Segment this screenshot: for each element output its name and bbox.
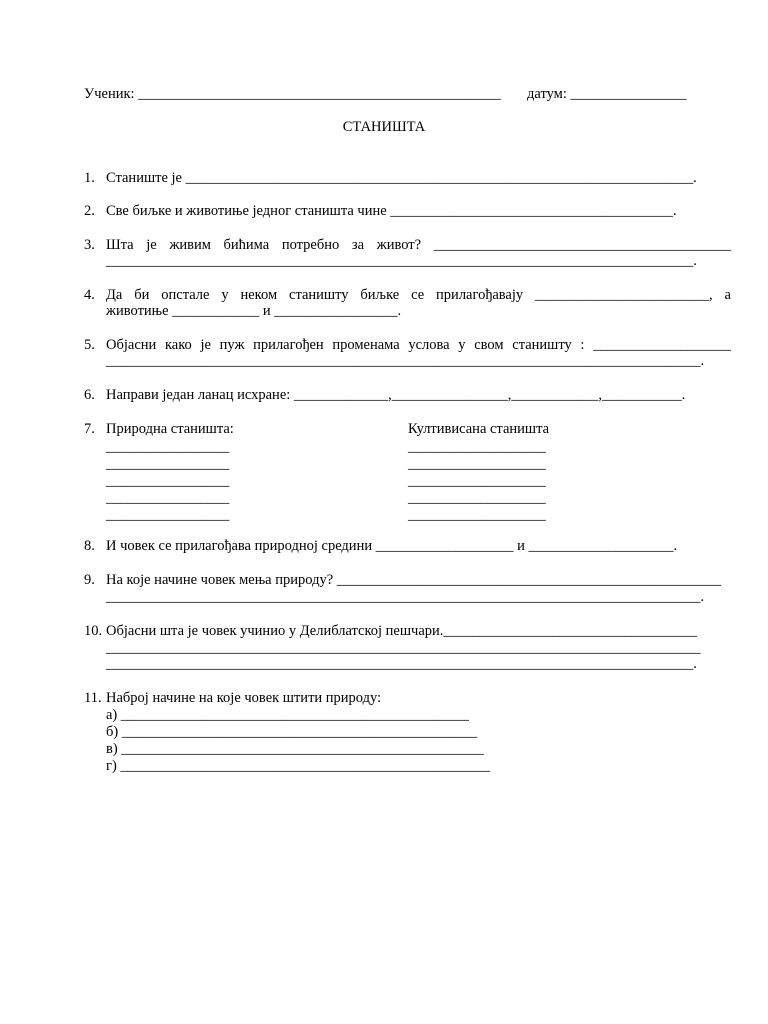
word: а (724, 287, 731, 303)
word: пуж (219, 337, 245, 353)
cultivated-habitats-label: Култивисана станишта (408, 421, 550, 437)
student-label: Ученик: (84, 86, 139, 102)
word: бићима (223, 237, 270, 253)
page-title: СТАНИШТА (342, 119, 426, 135)
word: прилагођавају (436, 287, 524, 303)
question-number: 6. (84, 387, 95, 403)
question-10-answer-line[interactable]: __________________________________________________________________________________ (106, 640, 701, 656)
word: се (411, 287, 425, 303)
cultivated-habitat-blank[interactable]: ___________________ (408, 490, 546, 506)
word: би (134, 287, 150, 303)
question-9-text: На које начине човек мења природу? _____________________________________________________ (106, 572, 722, 588)
question-10-answer-line[interactable]: _________________________________________________________________________________. (106, 656, 697, 672)
question-number: 9. (84, 572, 95, 588)
word: живим (169, 237, 211, 253)
natural-habitat-blank[interactable]: _________________ (106, 456, 230, 472)
word: је (200, 337, 211, 353)
student-name-blank[interactable]: __________________________________________________ (138, 86, 501, 102)
question-1-text: Станиште је ______________________________________________________________________. (106, 170, 697, 186)
cultivated-habitat-blank[interactable]: ___________________ (408, 456, 546, 472)
natural-habitats-label: Природна станишта: (106, 421, 234, 437)
question-6-text: Направи један ланац исхране: _____________,________________,____________,___________. (106, 387, 686, 403)
word: живот? (376, 237, 422, 253)
question-5-answer-line[interactable]: __________________________________________________________________________________. (106, 353, 705, 369)
date-row (527, 86, 686, 103)
word: станишту (512, 337, 572, 353)
cultivated-habitat-blank[interactable]: ___________________ (408, 507, 546, 523)
natural-habitat-blank[interactable]: _________________ (106, 490, 230, 506)
word: Шта (106, 237, 134, 253)
question-number: 2. (84, 203, 95, 219)
question-number: 11. (84, 690, 102, 706)
cultivated-habitat-blank[interactable]: ___________________ (408, 473, 546, 489)
protection-item-b[interactable]: б) _________________________________________________ (106, 724, 478, 740)
word: опстале (161, 287, 210, 303)
question-10-text: Објасни шта је човек учинио у Делиблатској пешчари.___________________________________ (106, 623, 698, 639)
answer-blank[interactable]: ________________________, (535, 287, 713, 303)
question-8-text: И човек се прилагођава природној средини ___________________ и ____________________. (106, 538, 678, 554)
answer-blank[interactable]: ___________________ (593, 337, 731, 353)
protection-item-c[interactable]: в) __________________________________________________ (106, 741, 484, 757)
word: прилагођен (253, 337, 324, 353)
word: станишту (289, 287, 349, 303)
question-number: 8. (84, 538, 95, 554)
natural-habitat-blank[interactable]: _________________ (106, 507, 230, 523)
date-label: датум: (527, 86, 571, 102)
question-9-answer-line[interactable]: __________________________________________________________________________________. (106, 589, 705, 605)
word: потребно (281, 237, 340, 253)
word: неком (240, 287, 278, 303)
question-5-text (106, 337, 731, 354)
question-4-text (106, 287, 731, 304)
word: како (164, 337, 192, 353)
question-2-text: Све биљке и животиње једног станишта чине _______________________________________. (106, 203, 677, 219)
word: услова (408, 337, 450, 353)
word: у (221, 287, 229, 303)
date-blank[interactable]: ________________ (570, 86, 687, 102)
question-number: 3. (84, 237, 95, 253)
word: је (146, 237, 157, 253)
word: : (580, 337, 585, 353)
word: свом (474, 337, 504, 353)
word: биљке (360, 287, 400, 303)
question-number: 7. (84, 421, 95, 437)
cultivated-habitat-blank[interactable]: ___________________ (408, 439, 546, 455)
word: променама (332, 337, 400, 353)
question-number: 5. (84, 337, 95, 353)
word: Да (106, 287, 123, 303)
natural-habitat-blank[interactable]: _________________ (106, 439, 230, 455)
question-3-answer-line[interactable]: _________________________________________________________________________________. (106, 253, 697, 269)
word: за (351, 237, 365, 253)
student-name-row (84, 86, 501, 103)
word: у (458, 337, 466, 353)
question-11-text: Наброј начине на које човек штити природу: (106, 690, 382, 706)
question-number: 10. (84, 623, 103, 639)
answer-blank[interactable]: _________________________________________ (433, 237, 731, 253)
question-4-answer-line[interactable]: животиње ____________ и _________________. (106, 303, 402, 319)
word: Објасни (106, 337, 157, 353)
protection-item-a[interactable]: а) ________________________________________________ (106, 707, 469, 723)
question-number: 4. (84, 287, 95, 303)
question-number: 1. (84, 170, 95, 186)
question-3-text (106, 237, 731, 254)
natural-habitat-blank[interactable]: _________________ (106, 473, 230, 489)
protection-item-d[interactable]: г) ___________________________________________________ (106, 758, 491, 774)
